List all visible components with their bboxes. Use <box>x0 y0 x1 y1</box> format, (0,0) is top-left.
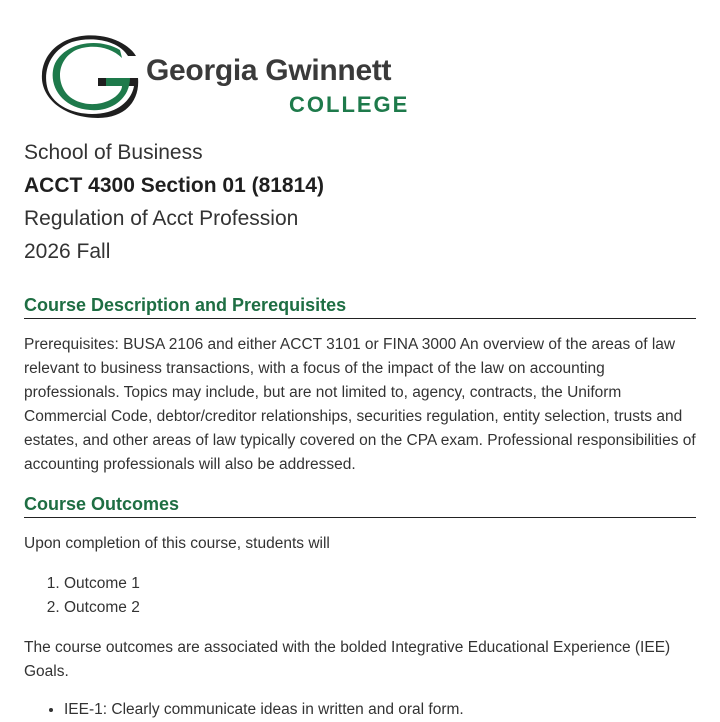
iee-list <box>64 698 464 722</box>
course-code: ACCT 4300 Section 01 (81814) <box>24 174 324 197</box>
logo-name: Georgia Gwinnett <box>146 54 392 87</box>
list-item: 1. Outcome 1 <box>64 572 140 596</box>
course-term: 2026 Fall <box>24 240 111 263</box>
iee-note: The course outcomes are associated with the bolded Integrative Educational Experience (IEE) Goals. <box>24 639 671 680</box>
gg-logo-icon <box>40 34 140 118</box>
outcomes-list <box>64 572 140 620</box>
college-logo <box>40 34 420 118</box>
description-heading: Course Description and Prerequisites <box>24 294 696 319</box>
list-item: 2. Outcome 2 <box>64 596 140 620</box>
course-header <box>24 136 324 268</box>
outcomes-heading: Course Outcomes <box>24 493 696 518</box>
list-item: • IEE-1: Clearly communicate ideas in written and oral form. <box>64 698 464 722</box>
outcomes-intro: Upon completion of this course, students will <box>24 535 330 552</box>
logo-subname: COLLEGE <box>289 92 410 117</box>
school-name: School of Business <box>24 141 203 164</box>
course-title: Regulation of Acct Profession <box>24 207 299 230</box>
description-text: Prerequisites: BUSA 2106 and either ACCT 3101 or FINA 3000 An overview of the areas of law relevant to business transactions, with a focus of the impact of the law on accounting professionals. Topics may include, but are not limited to, agency, contracts, the Uniform Commercial Code, debtor/creditor relationships, securities regulation, entity selection, trusts and estates, and other areas of law typically covered on the CPA exam. Professional responsibilities of accounting professionals will also be addressed. <box>24 336 696 473</box>
